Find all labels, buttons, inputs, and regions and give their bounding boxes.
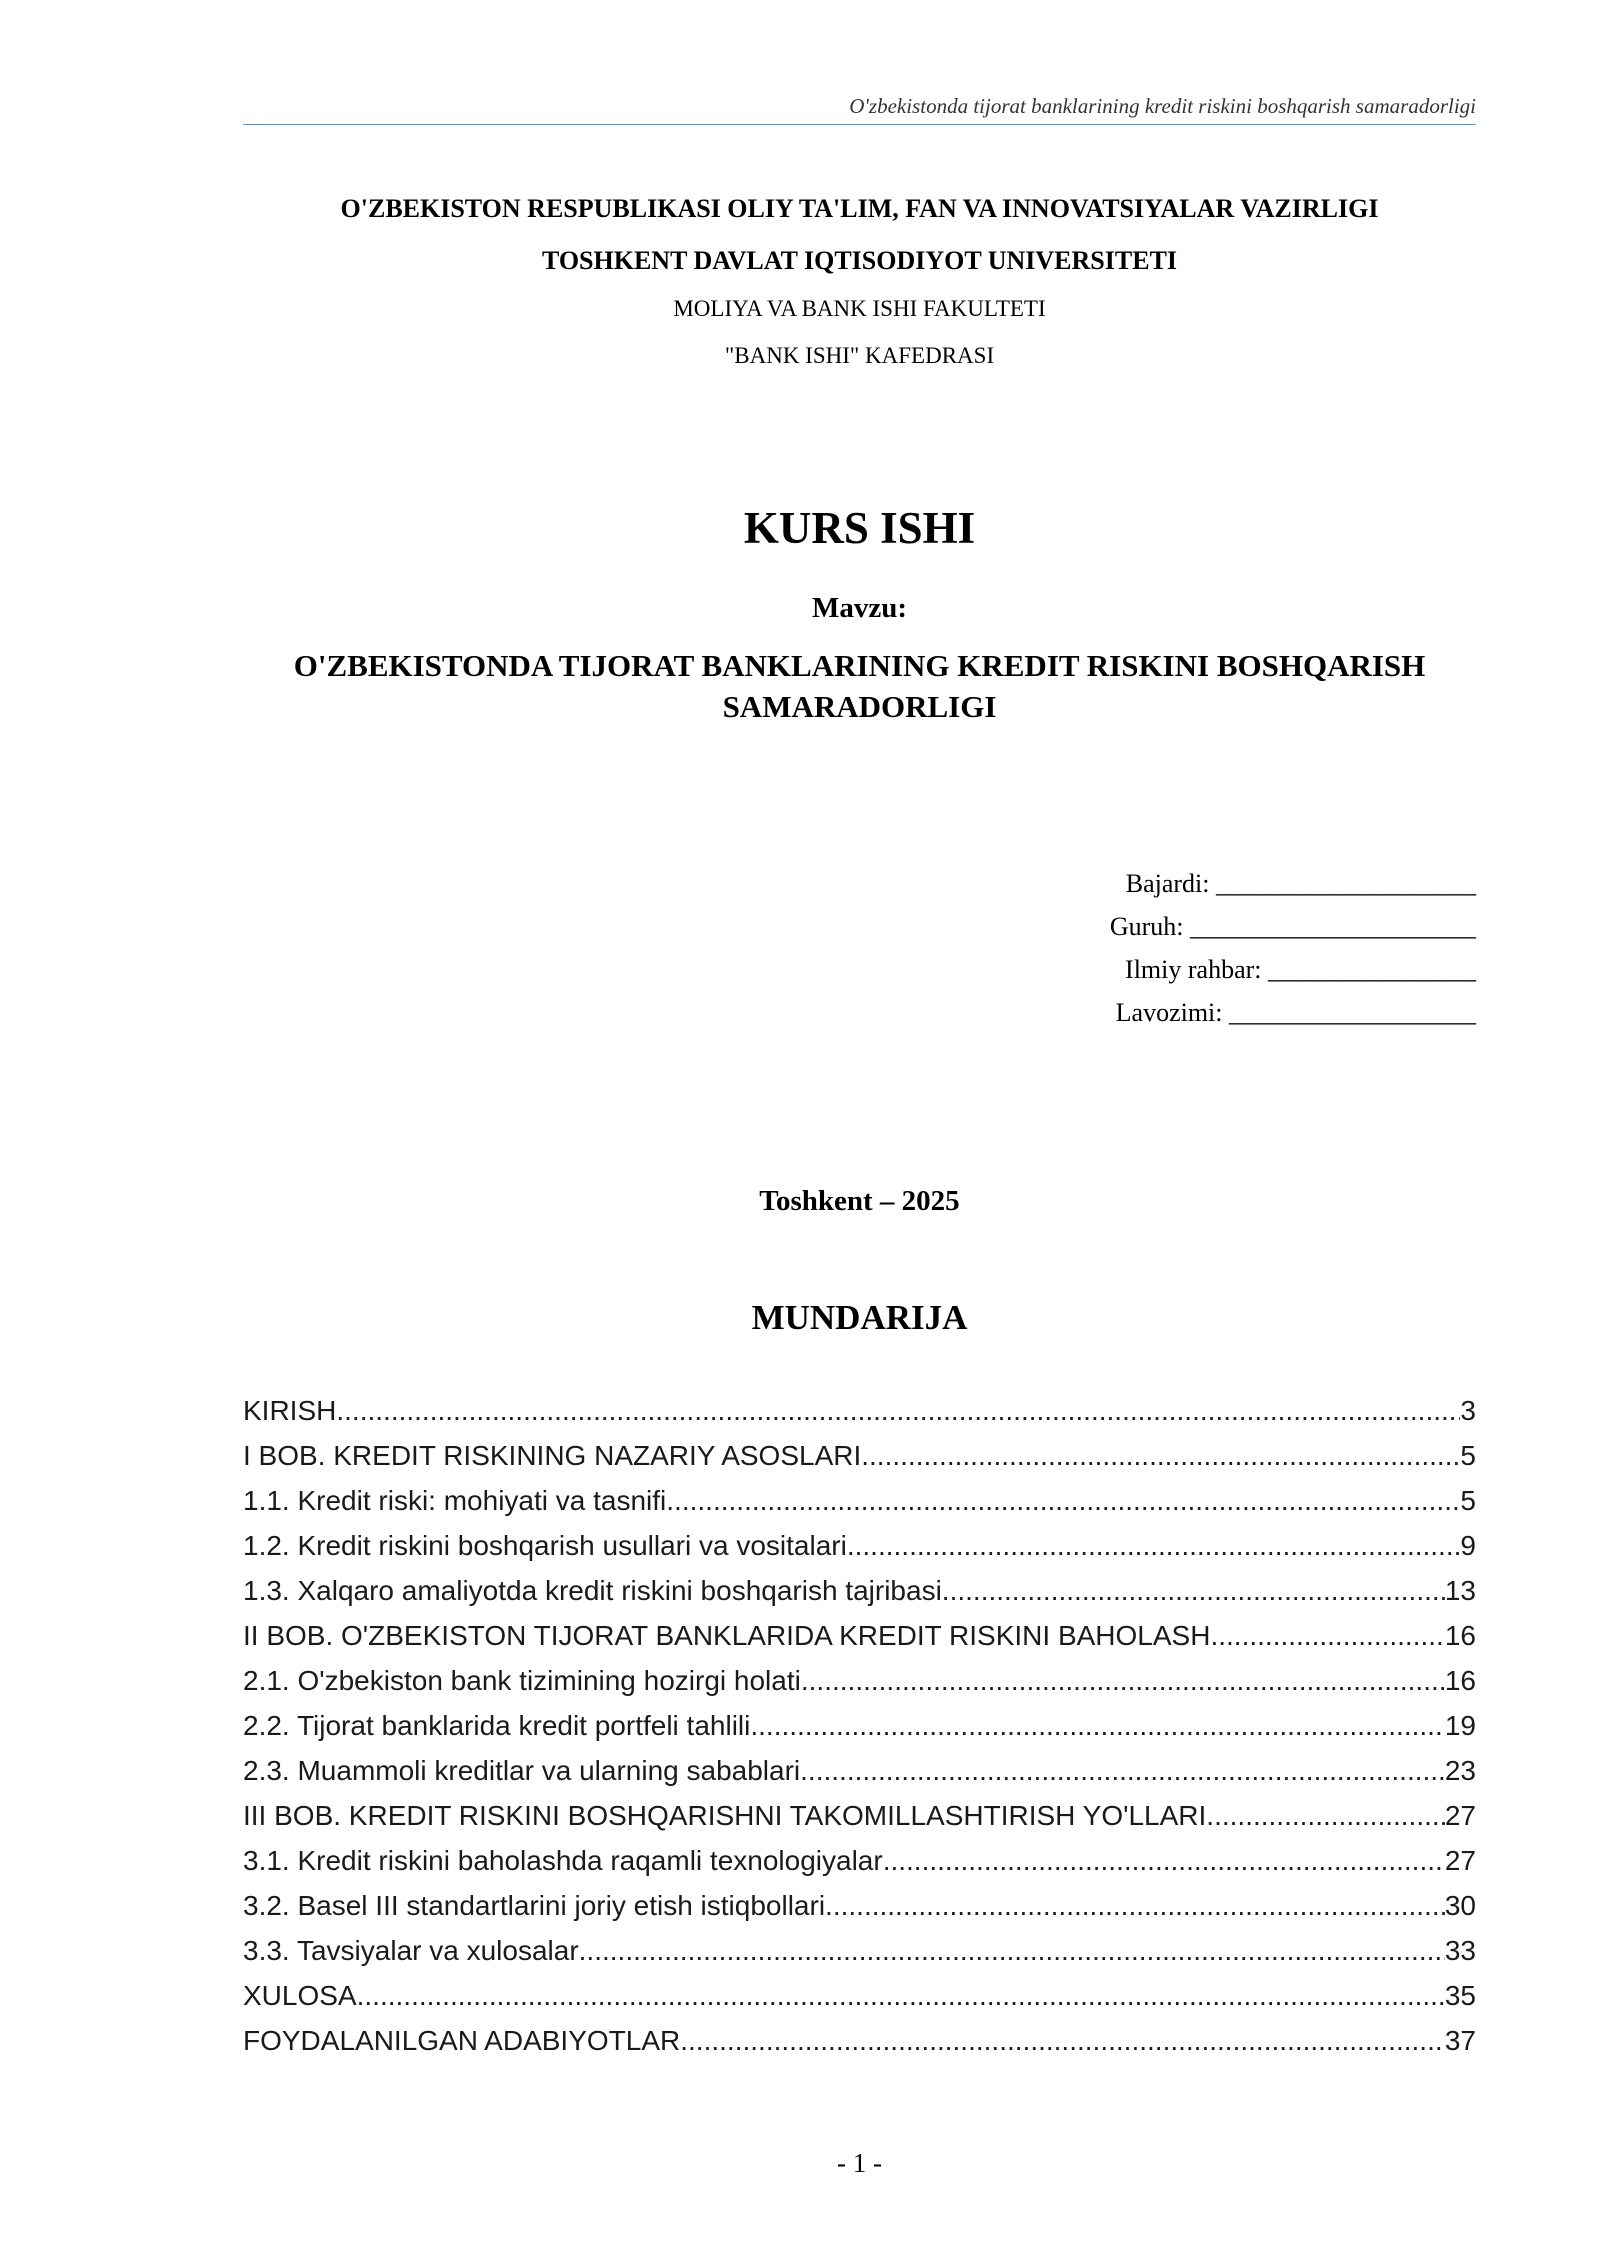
toc-entry-label: II BOB. O'ZBEKISTON TIJORAT BANKLARIDA KREDIT RISKINI BAHOLASH: [243, 1620, 1211, 1651]
toc-entry-page: 33: [1444, 1935, 1476, 1966]
toc-entry-label: I BOB. KREDIT RISKINING NAZARIY ASOSLARI: [243, 1440, 862, 1471]
toc-entry[interactable]: [243, 1568, 1476, 1613]
toc-leader-dots: [666, 1478, 1460, 1523]
toc-entry-page: 16: [1444, 1665, 1476, 1696]
toc-entry-page: 37: [1444, 2025, 1476, 2056]
toc-entry-label: XULOSA: [243, 1980, 357, 2011]
toc-entry-page: 30: [1444, 1890, 1476, 1921]
toc-entry[interactable]: [243, 2018, 1476, 2063]
toc-entry-page: 27: [1444, 1800, 1476, 1831]
signature-row-supervisor: [1110, 948, 1476, 991]
toc-leader-dots: [750, 1703, 1444, 1748]
header-rule: [243, 124, 1476, 125]
toc-entry-label: 1.1. Kredit riski: mohiyati va tasnifi: [243, 1485, 667, 1516]
toc-entry[interactable]: [243, 1883, 1476, 1928]
signature-row-performer: [1110, 862, 1476, 905]
university-name: TOSHKENT DAVLAT IQTISODIYOT UNIVERSITETI: [541, 246, 1178, 275]
toc-entry-label: 1.2. Kredit riskini boshqarish usullari va vositalari: [243, 1530, 847, 1561]
toc-entry-label: 2.3. Muammoli kreditlar va ularning sabablari: [243, 1755, 801, 1786]
toc-entry-page: 9: [1460, 1530, 1476, 1561]
table-of-contents: [243, 1388, 1476, 2063]
toc-leader-dots: [825, 1883, 1445, 1928]
toc-entry-label: FOYDALANILGAN ADABIYOTLAR: [243, 2025, 681, 2056]
toc-entry-page: 23: [1444, 1755, 1476, 1786]
toc-entry[interactable]: [243, 1613, 1476, 1658]
toc-leader-dots: [942, 1568, 1445, 1613]
toc-leader-dots: [861, 1433, 1460, 1478]
signature-row-position: [1110, 991, 1476, 1034]
toc-entry[interactable]: [243, 1748, 1476, 1793]
toc-entry[interactable]: [243, 1703, 1476, 1748]
signature-line: ___________________: [1229, 998, 1476, 1027]
toc-entry-page: 19: [1444, 1710, 1476, 1741]
faculty-name: MOLIYA VA BANK ISHI FAKULTETI: [673, 296, 1046, 321]
signature-label: Lavozimi:: [1115, 998, 1229, 1027]
toc-entry[interactable]: [243, 1838, 1476, 1883]
toc-leader-dots: [336, 1388, 1460, 1433]
running-header: O'zbekistonda tijorat banklarining kredit riskini boshqarish samaradorligi: [849, 94, 1476, 118]
signature-line: ______________________: [1190, 912, 1476, 941]
topic-title: O'ZBEKISTONDA TIJORAT BANKLARINING KREDIT RISKINI BOSHQARISH SAMARADORLIGI: [293, 648, 1426, 724]
toc-entry[interactable]: [243, 1388, 1476, 1433]
signature-block: [1110, 862, 1476, 1034]
toc-entry[interactable]: [243, 1658, 1476, 1703]
toc-entry-label: 1.3. Xalqaro amaliyotda kredit riskini boshqarish tajribasi: [243, 1575, 942, 1606]
toc-leader-dots: [357, 1973, 1445, 2018]
city-year: Toshkent – 2025: [759, 1185, 960, 1217]
toc-entry-label: 2.1. O'zbekiston bank tizimining hozirgi holati: [243, 1665, 801, 1696]
toc-leader-dots: [847, 1523, 1461, 1568]
toc-leader-dots: [680, 2018, 1445, 2063]
toc-entry[interactable]: [243, 1973, 1476, 2018]
signature-label: Guruh:: [1109, 912, 1190, 941]
toc-leader-dots: [579, 1928, 1445, 1973]
toc-entry-label: 3.2. Basel III standartlarini joriy etish istiqbollari: [243, 1890, 826, 1921]
toc-entry-page: 3: [1460, 1395, 1476, 1426]
toc-leader-dots: [883, 1838, 1445, 1883]
toc-entry-page: 16: [1444, 1620, 1476, 1651]
document-type: KURS ISHI: [743, 503, 976, 553]
signature-line: ________________: [1268, 955, 1476, 984]
topic-label: Mavzu:: [811, 592, 908, 624]
toc-entry[interactable]: [243, 1433, 1476, 1478]
toc-entry-label: 3.3. Tavsiyalar va xulosalar: [243, 1935, 579, 1966]
signature-row-group: [1110, 905, 1476, 948]
toc-leader-dots: [800, 1748, 1445, 1793]
toc-leader-dots: [1206, 1793, 1445, 1838]
toc-entry-label: KIRISH: [243, 1395, 337, 1426]
ministry-name: O'ZBEKISTON RESPUBLIKASI OLIY TA'LIM, FAN VA INNOVATSIYALAR VAZIRLIGI: [340, 194, 1379, 223]
toc-entry-page: 13: [1444, 1575, 1476, 1606]
department-name: "BANK ISHI" KAFEDRASI: [724, 343, 995, 368]
toc-entry-label: 2.2. Tijorat banklarida kredit portfeli tahlili: [243, 1710, 751, 1741]
toc-entry-label: 3.1. Kredit riskini baholashda raqamli texnologiyalar: [243, 1845, 883, 1876]
toc-entry[interactable]: [243, 1793, 1476, 1838]
toc-entry[interactable]: [243, 1523, 1476, 1568]
signature-label: Ilmiy rahbar:: [1125, 955, 1268, 984]
toc-entry-page: 27: [1444, 1845, 1476, 1876]
toc-leader-dots: [1210, 1613, 1444, 1658]
signature-line: ____________________: [1216, 869, 1476, 898]
toc-entry-page: 5: [1460, 1485, 1476, 1516]
toc-leader-dots: [801, 1658, 1445, 1703]
toc-heading: MUNDARIJA: [751, 1298, 968, 1337]
toc-entry-page: 5: [1460, 1440, 1476, 1471]
toc-entry-page: 35: [1444, 1980, 1476, 2011]
toc-entry-label: III BOB. KREDIT RISKINI BOSHQARISHNI TAKOMILLASHTIRISH YO'LLARI: [243, 1800, 1207, 1831]
signature-label: Bajardi:: [1125, 869, 1216, 898]
page-number: - 1 -: [837, 2148, 882, 2178]
toc-entry[interactable]: [243, 1928, 1476, 1973]
toc-entry[interactable]: [243, 1478, 1476, 1523]
